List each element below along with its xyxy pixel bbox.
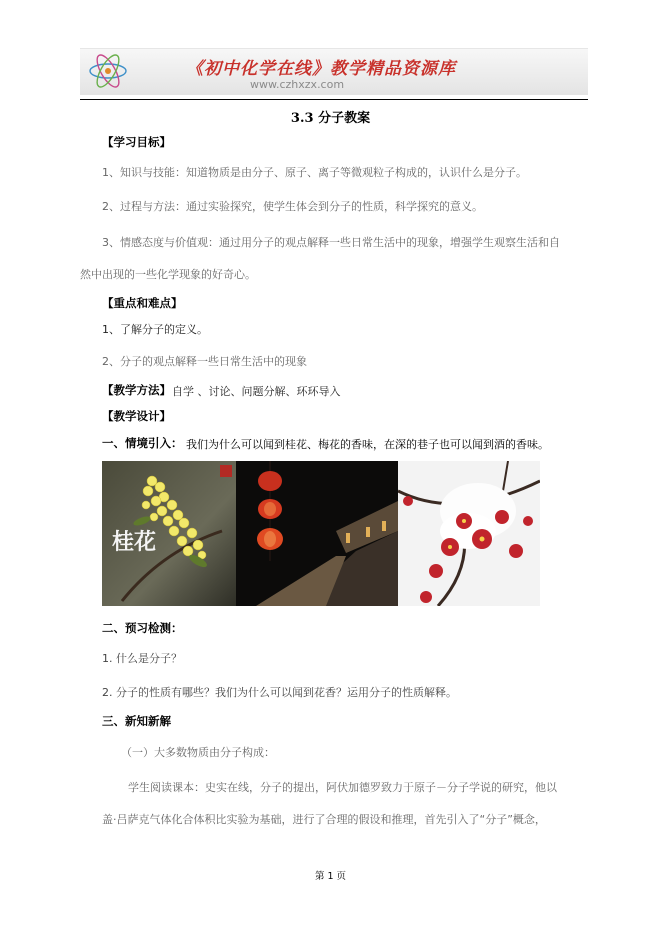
keypoint-item: 2、分子的观点解释一些日常生活中的现象	[102, 355, 307, 368]
intro-heading: 一、情境引入：	[102, 436, 183, 450]
objective-item-continued: 然中出现的一些化学现象的好奇心。	[80, 268, 256, 281]
atom-logo-icon	[86, 50, 130, 92]
new-knowledge-paragraph-continued: 盖·吕萨克气体化合体积比实验为基础，进行了合理的假设和推理，首先引入了“分子”概念，	[102, 813, 546, 826]
intro-text: 我们为什么可以闻到桂花、梅花的香味，在深的巷子也可以闻到酒的香味。	[186, 438, 549, 451]
objectives-heading: 【学习目标】	[102, 135, 171, 149]
page-number: 第 1 页	[314, 871, 347, 882]
brand-title: 《初中化学在线》教学精品资源库	[186, 59, 456, 79]
osmanthus-caption-1: 桂花	[112, 529, 157, 555]
osmanthus-image	[102, 461, 236, 606]
keypoints-heading: 【重点和难点】	[102, 296, 183, 310]
objective-item: 1、知识与技能：知道物质是由分子、原子、离子等微观粒子构成的，认识什么是分子。	[102, 166, 527, 179]
osmanthus-photo	[102, 461, 236, 606]
preview-heading: 二、预习检测：	[102, 621, 183, 635]
new-knowledge-heading: 三、新知新解	[102, 714, 171, 728]
header-rule	[80, 99, 588, 100]
keypoint-item: 1、了解分子的定义。	[102, 323, 208, 336]
page-title: 3.3 分子教案	[290, 111, 371, 126]
objective-item: 3、情感态度与价值观：通过用分子的观点解释一些日常生活中的现象，增强学生观察生活和自	[102, 236, 560, 249]
methods-text: 自学 、讨论、问题分解、环环导入	[172, 385, 341, 398]
preview-question: 1. 什么是分子？	[102, 652, 182, 665]
plum-blossom-image	[398, 461, 540, 606]
brand-url: www.czhxzx.com	[250, 78, 345, 91]
new-knowledge-paragraph: 学生阅读课本：史实在线，分子的提出，阿伏加德罗致力于原子－分子学说的研究，他以	[128, 781, 557, 794]
lantern-alley-photo	[236, 461, 398, 606]
new-knowledge-sub: （一）大多数物质由分子构成：	[121, 746, 275, 759]
plum-blossom-photo	[398, 461, 540, 606]
methods-heading: 【教学方法】	[102, 383, 171, 397]
preview-question: 2. 分子的性质有哪些？我们为什么可以闻到花香？运用分子的性质解释。	[102, 686, 457, 699]
objective-item: 2、过程与方法：通过实验探究，使学生体会到分子的性质，科学探究的意义。	[102, 200, 483, 213]
intro-photos	[102, 461, 540, 606]
design-heading: 【教学设计】	[102, 409, 171, 423]
lantern-alley-image	[236, 461, 398, 606]
